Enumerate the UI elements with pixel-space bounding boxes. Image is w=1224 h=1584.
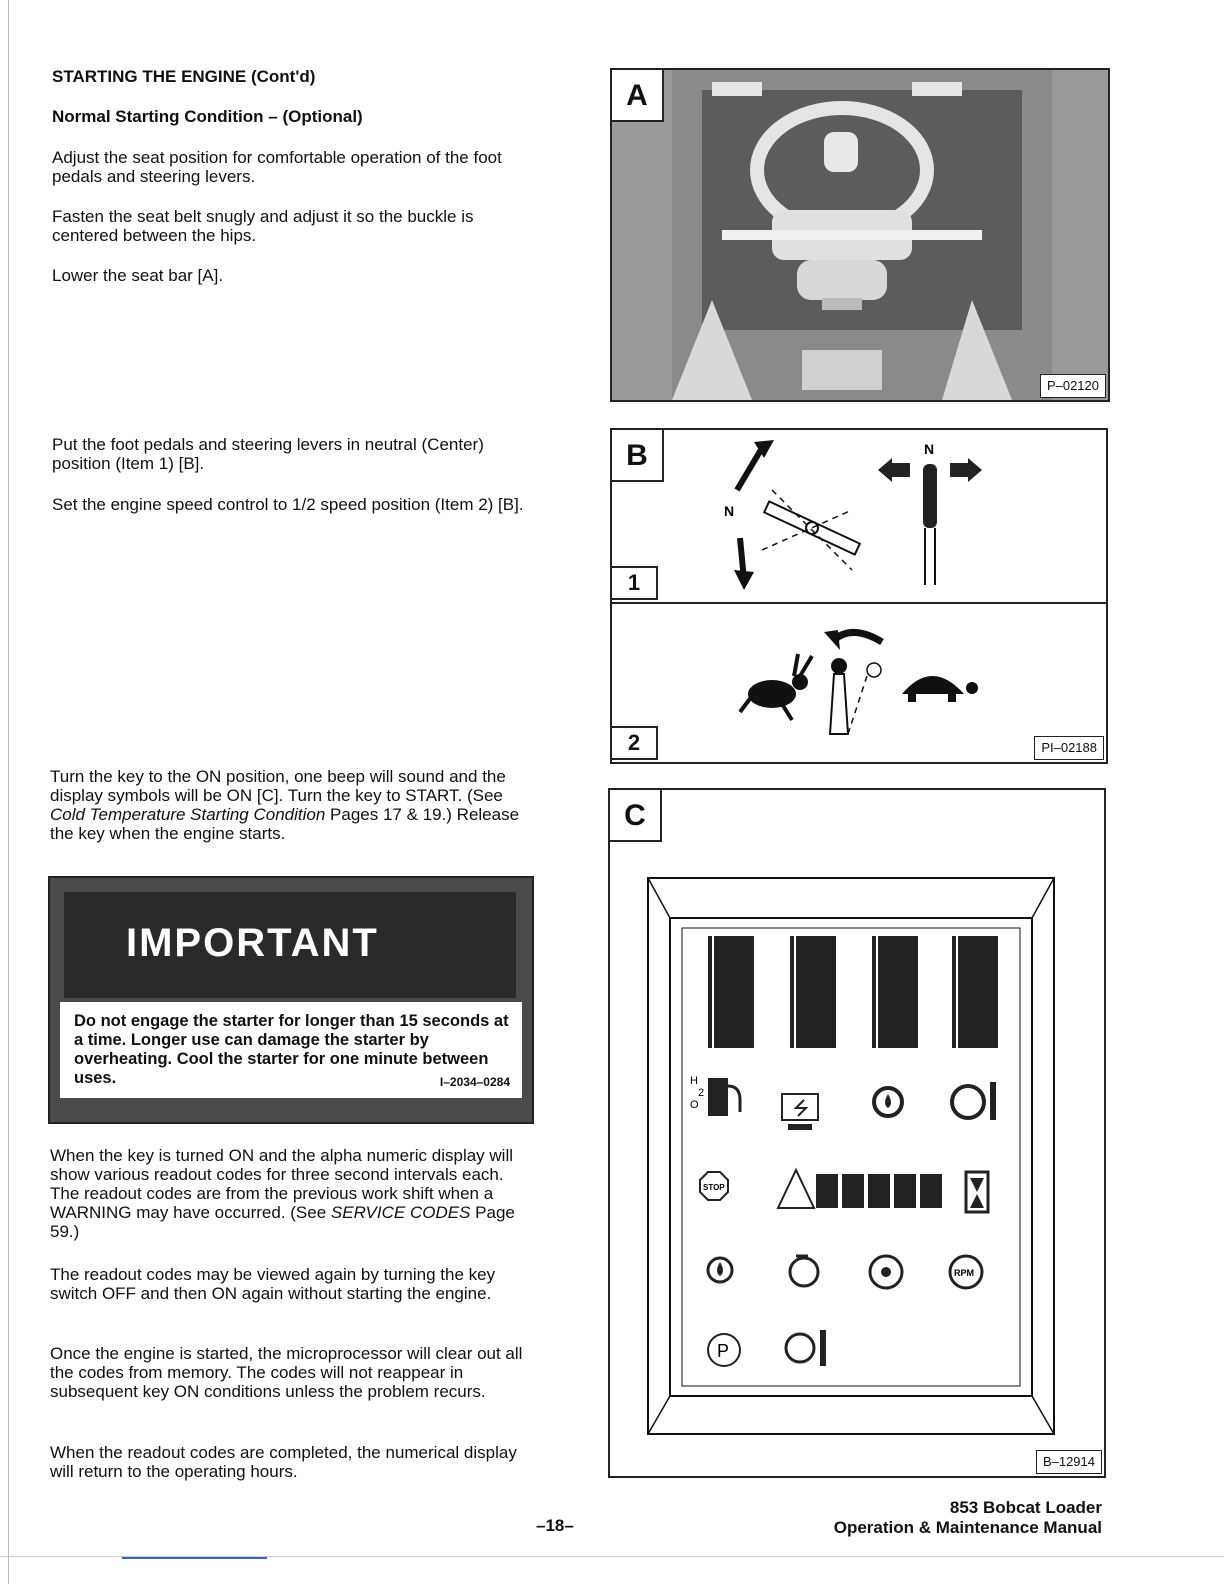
battery-charge-icon <box>782 1094 818 1130</box>
para-readout-text-a: When the key is turned ON and the alpha numeric display will show various readout codes for three second intervals each. The readout codes are from the previous work shift when a WARNING may have occurred. (See <box>50 1146 514 1222</box>
oil-pressure-icon <box>874 1088 902 1116</box>
page-bottom-mark <box>122 1557 267 1559</box>
item-2-label: 2 <box>610 726 658 760</box>
hydraulic-temp-icon <box>786 1330 826 1366</box>
section-subheading: Normal Starting Condition – (Optional) <box>52 107 363 126</box>
important-body-text: Do not engage the starter for longer than 15 seconds at a time. Longer use can damage the starter by overheating. Cool the starter for one minute between uses. <box>74 1012 509 1087</box>
figure-a-code: P–02120 <box>1040 374 1106 398</box>
figure-c <box>608 788 1106 1478</box>
bar-graph-1 <box>708 936 754 1048</box>
para-complete: When the readout codes are completed, the numerical display will return to the operating hours. <box>50 1443 517 1481</box>
stop-label: STOP <box>703 1183 725 1192</box>
section-heading: STARTING THE ENGINE (Cont'd) <box>52 67 316 86</box>
digital-readout <box>816 1174 942 1208</box>
para-lower-bar: Lower the seat bar [A]. <box>52 266 224 285</box>
instrument-panel-display <box>610 790 1104 1476</box>
figure-a <box>610 68 1110 402</box>
page-left-rule <box>8 0 9 1584</box>
para-key-on <box>50 767 536 843</box>
para-readout-text-b: Page 59.) <box>50 1203 515 1241</box>
item-1-label: 1 <box>610 566 658 600</box>
footer-title-line1: 853 Bobcat Loader <box>949 1498 1102 1517</box>
para-view-again: The readout codes may be viewed again by turning the key switch OFF and then ON again without starting the engine. <box>50 1265 496 1303</box>
figure-c-letter: C <box>610 790 662 842</box>
page-number: –18– <box>536 1516 574 1535</box>
figure-b-code: PI–02188 <box>1034 736 1104 760</box>
para-key-on-ref: Cold Temperature Starting Condition <box>50 805 326 824</box>
figure-c-code: B–12914 <box>1036 1450 1102 1474</box>
coolant-temp-icon <box>952 1082 996 1120</box>
fuel-pump-icon <box>708 1078 740 1116</box>
svg-text:N: N <box>924 441 935 457</box>
h2o-label-2: 2 <box>698 1087 705 1099</box>
para-readout <box>50 1146 536 1241</box>
hydraulic-oil-icon <box>708 1258 732 1282</box>
turtle-icon <box>902 676 978 702</box>
steering-neutral-diagram <box>612 430 1106 600</box>
svg-text:N: N <box>724 503 735 519</box>
warning-triangle-icon <box>778 1170 814 1208</box>
bar-graph-3 <box>872 936 918 1048</box>
para-clear: Once the engine is started, the microprocessor will clear out all the codes from memory. The codes will not reappear in subsequent key ON conditions unless the problem recurs. <box>50 1344 523 1401</box>
para-readout-ref: SERVICE CODES <box>330 1203 471 1222</box>
rpm-icon <box>950 1256 982 1288</box>
seat-bar-photo <box>612 70 1108 400</box>
important-code: I–2034–0284 <box>439 1075 510 1089</box>
important-notice <box>48 876 534 1124</box>
para-key-on-text-b: Pages 17 & 19.) Release the key when the engine starts. <box>50 805 520 843</box>
important-title: IMPORTANT <box>64 892 516 998</box>
footer-title-line2: Operation & Maintenance Manual <box>833 1518 1102 1537</box>
engine-speed-icon <box>790 1256 818 1286</box>
para-seat-position: Adjust the seat position for comfortable operation of the foot pedals and steering levers. <box>52 148 502 186</box>
para-speed-control: Set the engine speed control to 1/2 speed position (Item 2) [B]. <box>52 495 524 514</box>
park-brake-icon <box>708 1334 740 1366</box>
h2o-label-o: O <box>690 1099 699 1111</box>
para-key-on-text-a: Turn the key to the ON position, one beep will sound and the display symbols will be ON [C]. Turn the key to START. (See <box>50 767 506 805</box>
stop-icon <box>700 1172 728 1200</box>
bar-graph-4 <box>952 936 998 1048</box>
bar-graph-2 <box>790 936 836 1048</box>
para-seat-belt: Fasten the seat belt snugly and adjust it so the buckle is centered between the hips. <box>52 207 474 245</box>
figure-a-letter: A <box>612 70 664 122</box>
figure-b-letter: B <box>612 430 664 482</box>
important-body <box>60 1002 522 1098</box>
h2o-label-h: H <box>690 1075 698 1087</box>
glow-plug-icon <box>870 1256 902 1288</box>
park-label: P <box>717 1341 730 1361</box>
rabbit-icon <box>740 654 812 720</box>
figure-b <box>610 428 1108 764</box>
hourglass-icon <box>966 1172 988 1212</box>
rpm-label: RPM <box>954 1268 974 1278</box>
speed-control-diagram <box>612 604 1106 764</box>
para-neutral: Put the foot pedals and steering levers in neutral (Center) position (Item 1) [B]. <box>52 435 484 473</box>
